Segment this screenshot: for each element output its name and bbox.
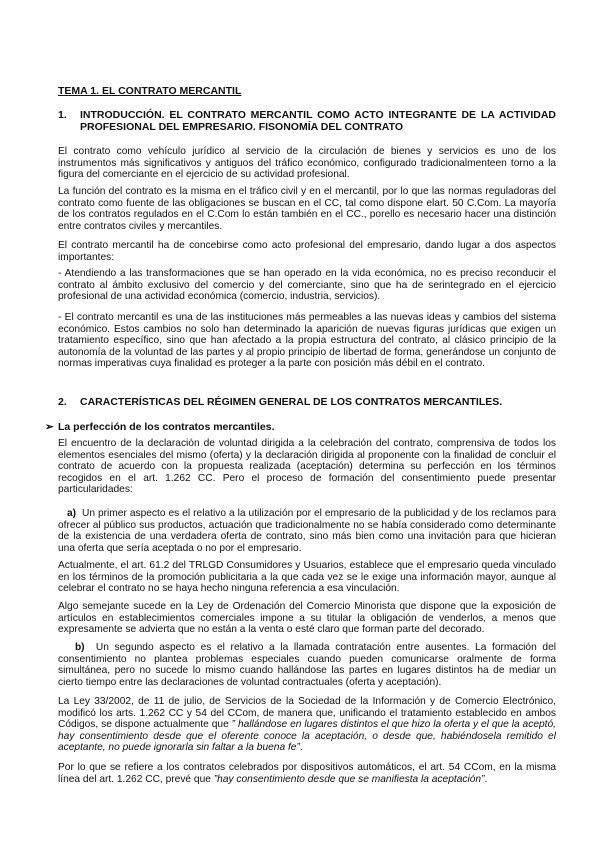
- section-2-heading: [58, 397, 556, 409]
- item-label-a: a): [66, 508, 77, 519]
- paragraph: El encuentro de la declaración de voluntad dirigida a la celebración del contrato, comprensiva de todos los elementos esenciales del mismo (oferta) y la declaración dirigida al proponente con la finalidad de concluir el contrato de acuerdo con la propuesta realizada (aceptación) determina su perfección en los términos recogidos en el art. 1.262 CC. Pero el proceso de formación del consentimiento puede presentar particularidades:: [58, 438, 556, 496]
- paragraph: El contrato como vehículo jurídico al servicio de la circulación de bienes y servicios es uno de los instrumentos más significativos y antiguos del tráfico económico, configurado tradicionalmenteen torno a la figura del comerciante en el ejercicio de su actividad profesional.: [58, 146, 556, 181]
- paragraph-with-quote: [58, 696, 556, 754]
- paragraph-a-text: Un primer aspecto es el relativo a la utilización por el empresario de la publicidad y de los reclamos para ofrecer al público sus productos, actuación que tradicionalmente no se había considerado como determinante de la existencia de una verdadera oferta de contrato, sino más bien como una invitación para que hicieran una oferta que sería aceptada o no por el empresario.: [58, 508, 556, 554]
- arrow-bullet-icon: ➢: [45, 421, 54, 433]
- section-1-title: INTRODUCCIÓN. EL CONTRATO MERCANTIL COMO ACTO INTEGRANTE DE LA ACTIVIDAD PROFESIONAL DEL EMPRESARIO. FISONOMÍA DEL CONTRATO: [80, 109, 556, 133]
- paragraph-end: .: [299, 742, 303, 754]
- paragraph: Actualmente, el art. 61.2 del TRLGD Consumidores y Usuarios, establece que el empresario queda vinculado en los términos de la promoción publicitaria a la que cada vez se le exige una información mayor, aunque al celebrar el contrato no se haya hecho ninguna referencia a esa vinculación.: [58, 560, 556, 595]
- legal-quote: ” hallándose en lugares distintos el que hizo la oferta y el que la aceptó, hay consentimiento desde que el oferente conoce la aceptación, o desde que, habiéndosela remitido el aceptante, no puede ignorarla sin faltar a la buena fe”: [58, 719, 556, 754]
- document-title: TEMA 1. EL CONTRATO MERCANTIL: [58, 85, 242, 97]
- paragraph-b: [58, 642, 556, 688]
- dash-list-item: - Atendiendo a las transformaciones que se han operado en la vida económica, no es preciso reconducir el contrato al ámbito exclusivo del comercio y del comerciante, sino que ha de serintegrado en el ejercicio profesional de una actividad económica (comercio, industria, servicios).: [58, 268, 556, 303]
- section-1-number: 1.: [58, 109, 67, 121]
- paragraph-text: Por lo que se refiere a los contratos celebrados por dispositivos automáticos, el art. 54 CCom, en la misma línea del art. 1.262 CC, prevé que: [58, 762, 556, 785]
- section-1-heading: [58, 110, 556, 133]
- paragraph-b-text: Un segundo aspecto es el relativo a la llamada contratación entre ausentes. La formación del consentimiento no plantea problemas especiales cuando pueden comunicarse oralmente de forma simultánea, pero no sucede lo mismo cuando hallándose las partes en lugares distintos ha de mediar un cierto tiempo entre las declaraciones de voluntad contractuales (oferta y aceptación).: [58, 642, 556, 688]
- subsection-heading: [45, 422, 275, 434]
- paragraph-end: .: [484, 773, 488, 785]
- paragraph-with-quote: [58, 762, 556, 785]
- paragraph: El contrato mercantil ha de concebirse como acto profesional del empresario, dando lugar a dos aspectos importantes:: [58, 240, 556, 263]
- item-label-b: b): [74, 642, 85, 653]
- paragraph: Algo semejante sucede en la Ley de Ordenación del Comercio Minorista que dispone que la exposición de artículos en establecimientos comerciales impone a su titular la obligación de venderlos, a menos que expresamente se advierta que no están a la venta o esté claro que forman parte del decorado.: [58, 601, 556, 636]
- paragraph-text: La Ley 33/2002, de 11 de julio, de Servicios de la Sociedad de la Información y de Comercio Electrónico, modificó los arts. 1.262 CC y 54 del CCom, de manera que, unificando el tratamiento establecido en ambos Códigos, se dispone actualmente que: [58, 696, 556, 731]
- section-2-title: CARACTERÍSTICAS DEL RÉGIMEN GENERAL DE LOS CONTRATOS MERCANTILES.: [80, 396, 503, 408]
- subsection-title: La perfección de los contratos mercantiles.: [58, 421, 275, 433]
- paragraph: La función del contrato es la misma en el tráfico civil y en el mercantil, por lo que las normas reguladoras del contrato como fuente de las obligaciones se buscan en el CC, tal como dispone elart. 50 C.Com. La mayoría de los contratos regulados en el C.Com lo están también en el CC., porello es necesario hacer una distinción entre contratos civiles y mercantiles.: [58, 186, 556, 232]
- dash-list-item: - El contrato mercantil es una de las instituciones más permeables a las nuevas ideas y cambios del sistema económico. Estos cambios no solo han determinado la aparición de nuevas figuras jurídicas que exigen un tratamiento específico, sino que han afectado a la propia estructura del contrato, al clásico principio de la autonomía de la voluntad de las partes y al propio principio de libertad de forma, generándose un conjunto de normas imperativas cuya finalidad es proteger a la parte con posición más débil en el contrato.: [58, 312, 556, 370]
- paragraph-a: [58, 508, 556, 554]
- section-2-number: 2.: [58, 396, 67, 408]
- legal-quote: ”hay consentimiento desde que se manifiesta la aceptación”: [213, 773, 485, 785]
